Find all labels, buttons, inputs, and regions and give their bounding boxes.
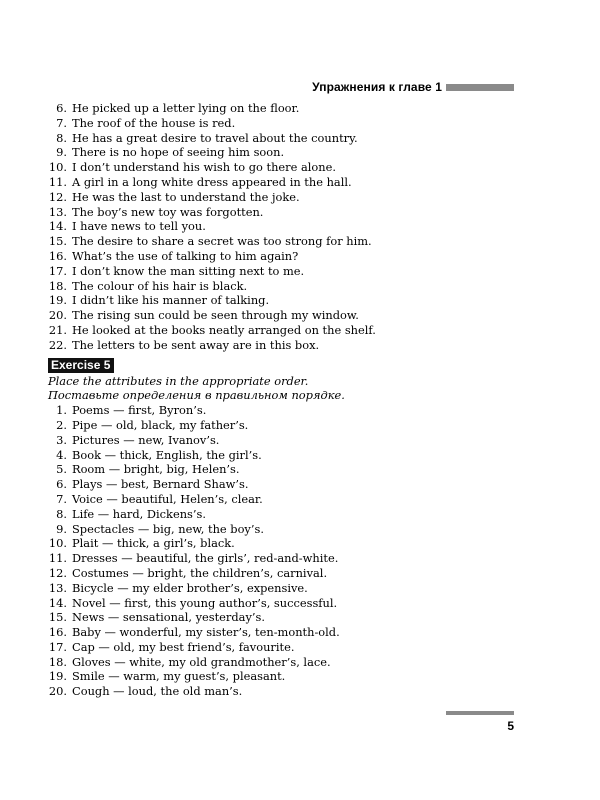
list-item	[48, 293, 518, 308]
item-text: Life — hard, Dickens’s.	[72, 506, 206, 521]
list-item	[48, 308, 518, 323]
item-number: 6.	[56, 101, 67, 115]
item-number: 9.	[56, 145, 67, 160]
item-number: 11.	[48, 174, 67, 189]
item-text: Pictures — new, Ivanov’s.	[72, 432, 220, 447]
item-text: The desire to share a secret was too strong for him.	[72, 234, 372, 249]
item-number: 2.	[56, 417, 67, 432]
item-text: Book — thick, English, the girl’s.	[72, 447, 262, 462]
list-item	[48, 655, 518, 670]
list-item	[48, 160, 518, 175]
list-item	[48, 145, 518, 160]
item-number: 15.	[48, 234, 67, 249]
item-number: 20.	[48, 308, 67, 323]
list-item	[48, 264, 518, 279]
item-text: He picked up a letter lying on the floor.	[72, 101, 300, 115]
list-item	[48, 462, 518, 477]
list-item	[48, 219, 518, 234]
list-item	[48, 477, 518, 492]
list-item	[48, 566, 518, 581]
item-text: Pipe — old, black, my father’s.	[72, 417, 249, 432]
item-number: 19.	[48, 669, 67, 684]
instruction-russian: Поставьте определения в правильном порядке.	[48, 388, 345, 403]
item-number: 14.	[48, 219, 67, 234]
exercise-item-list	[48, 403, 518, 699]
list-item	[48, 101, 518, 116]
item-text: Novel — first, this young author’s, successful.	[72, 595, 338, 610]
item-number: 1.	[56, 403, 67, 418]
list-item	[48, 338, 518, 353]
header-decor-bar	[446, 84, 514, 91]
item-text: The boy’s new toy was forgotten.	[72, 204, 264, 219]
item-text: There is no hope of seeing him soon.	[72, 145, 285, 160]
list-item	[48, 551, 518, 566]
item-text: Gloves — white, my old grandmother’s, lace.	[72, 654, 331, 669]
list-item	[48, 131, 518, 146]
item-number: 9.	[56, 521, 67, 536]
item-text: He was the last to understand the joke.	[72, 189, 300, 204]
item-number: 18.	[48, 654, 67, 669]
list-item	[48, 684, 518, 699]
item-text: A girl in a long white dress appeared in the hall.	[72, 174, 352, 189]
item-number: 18.	[48, 278, 67, 293]
running-header	[312, 80, 514, 94]
item-number: 7.	[56, 115, 67, 130]
item-number: 16.	[48, 248, 67, 263]
item-number: 8.	[56, 506, 67, 521]
item-number: 13.	[48, 204, 67, 219]
item-text: I have news to tell you.	[72, 219, 206, 234]
item-number: 11.	[48, 551, 67, 566]
item-number: 6.	[56, 477, 67, 492]
list-item	[48, 205, 518, 220]
chapter-title: Упражнения к главе 1	[312, 80, 442, 94]
item-text: The roof of the house is red.	[72, 115, 236, 130]
item-number: 7.	[56, 491, 67, 506]
item-text: Plait — thick, a girl’s, black.	[72, 536, 235, 551]
item-number: 12.	[48, 189, 67, 204]
item-text: The letters to be sent away are in this box.	[72, 337, 320, 352]
item-number: 20.	[48, 684, 67, 699]
list-item	[48, 279, 518, 294]
item-text: Poems — first, Byron’s.	[72, 403, 207, 418]
item-number: 10.	[48, 536, 67, 551]
item-number: 5.	[56, 462, 67, 477]
list-item	[48, 536, 518, 551]
list-item	[48, 596, 518, 611]
list-item	[48, 669, 518, 684]
item-number: 17.	[48, 639, 67, 654]
item-text: I don’t know the man sitting next to me.	[72, 263, 305, 278]
item-text: Costumes — bright, the children’s, carnival.	[72, 565, 328, 580]
item-text: Room — bright, big, Helen’s.	[72, 462, 240, 477]
item-number: 17.	[48, 263, 67, 278]
item-text: Bicycle — my elder brother’s, expensive.	[72, 580, 308, 595]
item-number: 15.	[48, 610, 67, 625]
list-item	[48, 418, 518, 433]
item-number: 21.	[48, 322, 67, 337]
list-item	[48, 234, 518, 249]
item-text: Cap — old, my best friend’s, favourite.	[72, 639, 295, 654]
item-text: The rising sun could be seen through my window.	[72, 308, 359, 323]
item-number: 10.	[48, 160, 67, 175]
list-item	[48, 190, 518, 205]
list-item	[48, 433, 518, 448]
item-text: Plays — best, Bernard Shaw’s.	[72, 477, 249, 492]
item-text: What’s the use of talking to him again?	[72, 248, 299, 263]
item-number: 22.	[48, 337, 67, 352]
page-number: 5	[507, 719, 514, 733]
instruction-english: Place the attributes in the appropriate order.	[48, 373, 309, 388]
item-number: 4.	[56, 447, 67, 462]
item-number: 14.	[48, 595, 67, 610]
footer-decor-bar	[446, 711, 514, 715]
item-text: He looked at the books neatly arranged on the shelf.	[72, 322, 376, 337]
list-item	[48, 448, 518, 463]
item-text: Cough — loud, the old man’s.	[72, 684, 243, 699]
item-text: Dresses — beautiful, the girls’, red-and-white.	[72, 551, 339, 566]
item-number: 3.	[56, 432, 67, 447]
list-item	[48, 610, 518, 625]
list-item	[48, 116, 518, 131]
list-item	[48, 403, 518, 418]
item-number: 16.	[48, 625, 67, 640]
list-item	[48, 323, 518, 338]
list-item	[48, 492, 518, 507]
list-item	[48, 507, 518, 522]
list-item	[48, 581, 518, 596]
page-content	[48, 101, 518, 699]
list-item	[48, 522, 518, 537]
item-number: 13.	[48, 580, 67, 595]
sentence-list	[48, 101, 518, 353]
item-text: Voice — beautiful, Helen’s, clear.	[72, 491, 263, 506]
item-text: He has a great desire to travel about the country.	[72, 130, 358, 145]
item-number: 12.	[48, 565, 67, 580]
list-item	[48, 175, 518, 190]
item-number: 8.	[56, 130, 67, 145]
item-number: 19.	[48, 293, 67, 308]
list-item	[48, 249, 518, 264]
item-text: I don’t understand his wish to go there alone.	[72, 160, 336, 175]
item-text: I didn’t like his manner of talking.	[72, 293, 270, 308]
item-text: Smile — warm, my guest’s, pleasant.	[72, 669, 286, 684]
list-item	[48, 625, 518, 640]
item-text: Baby — wonderful, my sister’s, ten-month-old.	[72, 625, 340, 640]
item-text: Spectacles — big, new, the boy’s.	[72, 521, 264, 536]
item-text: The colour of his hair is black.	[72, 278, 248, 293]
list-item	[48, 640, 518, 655]
exercise-heading: Exercise 5	[48, 358, 114, 373]
page-footer	[446, 711, 514, 733]
item-text: News — sensational, yesterday’s.	[72, 610, 265, 625]
